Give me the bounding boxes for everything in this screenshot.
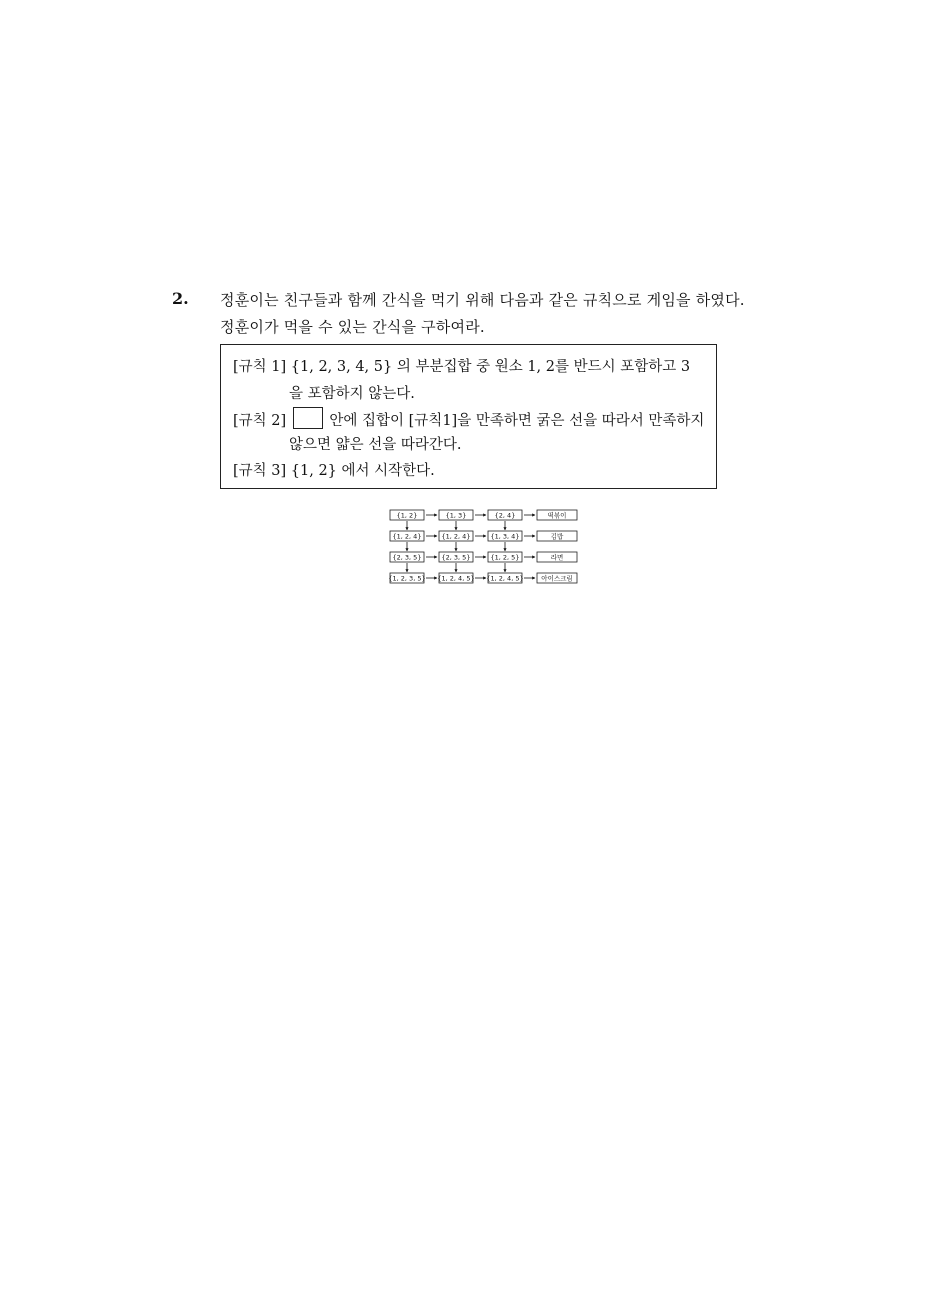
rule-1-line2: 을 포함하지 않는다.: [289, 386, 415, 402]
rule-2-line2: 않으면 얇은 선을 따라간다.: [289, 437, 462, 453]
question-text-line2: 정훈이가 먹을 수 있는 간식을 구하여라.: [220, 318, 485, 336]
diagram-box-label: 김밥: [550, 532, 564, 541]
rule-2-text: 안에 집합이 [규칙1]을 만족하면 굵은 선을 따라서 만족하지: [329, 413, 705, 429]
diagram-box-label: 아이스크림: [541, 574, 573, 583]
diagram-box-label: {2, 3, 5}: [441, 553, 471, 562]
rule-2-label: [규칙 2]: [233, 413, 287, 429]
diagram-box-label: 떡볶이: [547, 511, 567, 520]
rule-2-line1: [233, 407, 704, 430]
blank-box: [293, 407, 323, 429]
diagram-box-label: {2, 4}: [494, 511, 516, 520]
diagram-box-label: {1, 2, 5}: [490, 553, 520, 562]
diagram-box-label: {1, 2, 4, 5}: [437, 574, 475, 583]
diagram-box-label: {1, 2, 4}: [392, 532, 422, 541]
diagram-box-label: {1, 2}: [396, 511, 418, 520]
rule-3-line: [규칙 3] {1, 2} 에서 시작한다.: [233, 463, 435, 479]
diagram-box-label: 라면: [550, 553, 564, 562]
rule-1-line1: [규칙 1] {1, 2, 3, 4, 5} 의 부분집합 중 원소 1, 2를 반드시 포함하고 3: [233, 359, 691, 375]
diagram-box-label: {1, 2, 3, 5}: [388, 574, 426, 583]
diagram-box-label: {1, 2, 4}: [441, 532, 471, 541]
diagram-box-label: {2, 3, 5}: [392, 553, 422, 562]
question-number: 2.: [172, 289, 189, 308]
diagram-box-label: {1, 2, 4, 5}: [486, 574, 524, 583]
question-text-line1: 정훈이는 친구들과 함께 간식을 먹기 위해 다음과 같은 규칙으로 게임을 하였다.: [220, 291, 745, 309]
rules-box: [220, 344, 717, 489]
diagram-box-label: {1, 3}: [445, 511, 467, 520]
flow-diagram: [385, 504, 585, 590]
diagram-box-label: {1, 3, 4}: [490, 532, 520, 541]
